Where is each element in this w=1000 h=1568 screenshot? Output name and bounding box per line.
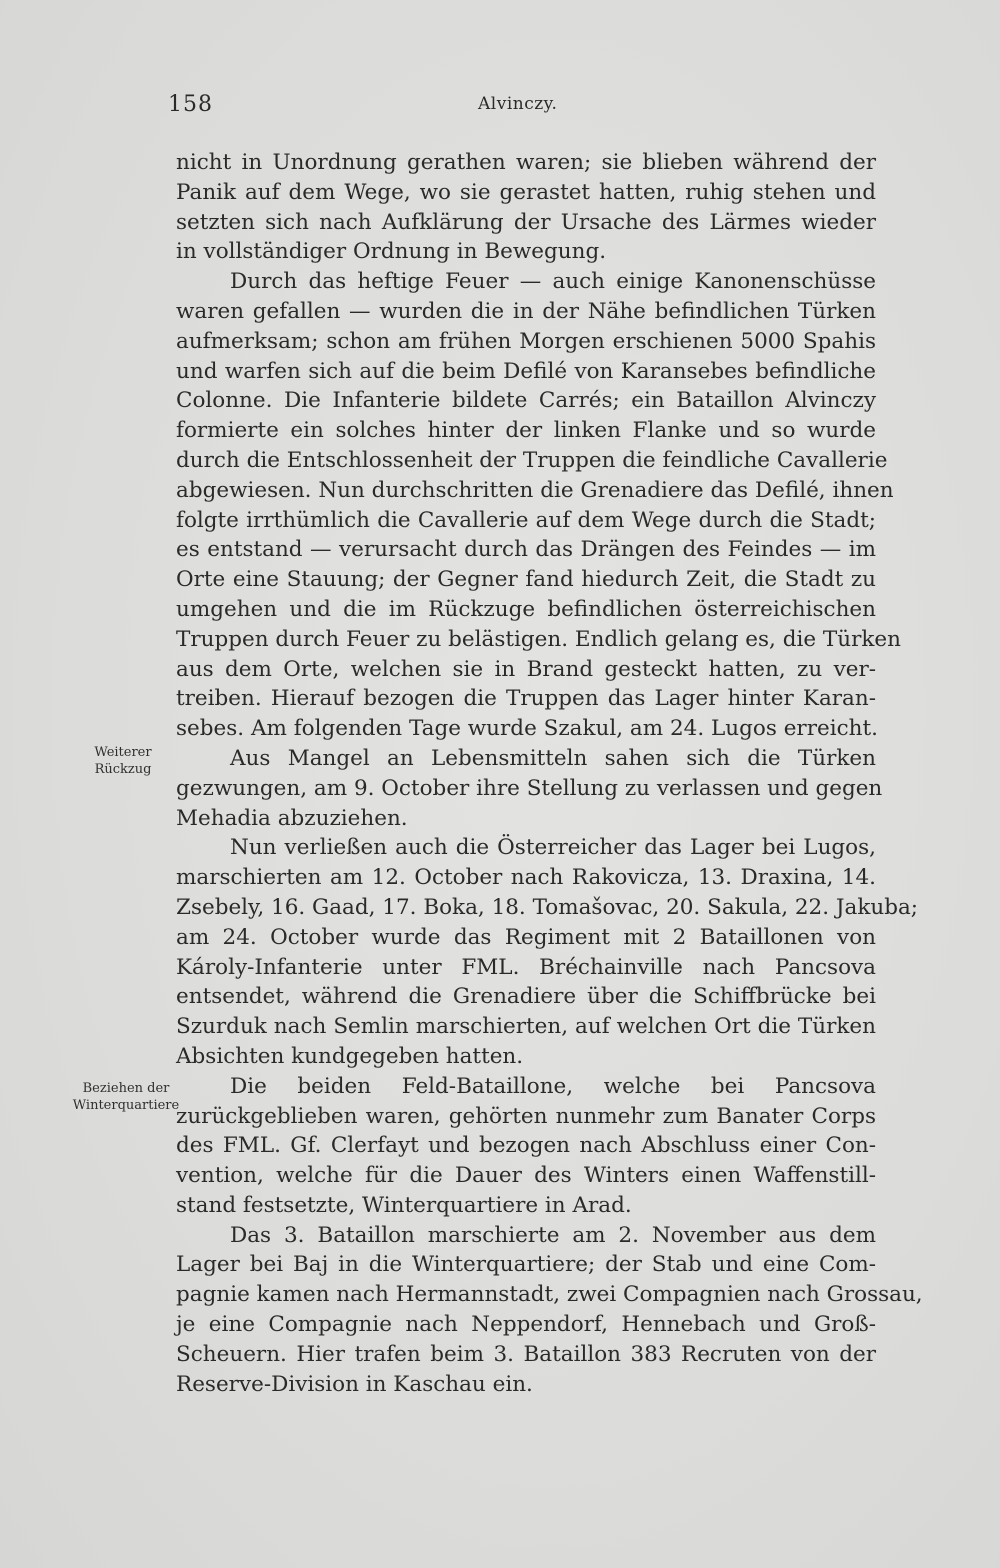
text-line: Absichten kundgegeben hatten.	[176, 1043, 524, 1069]
text-line: Aus Mangel an Lebensmitteln sahen sich die Türken	[230, 745, 876, 771]
text-line: treiben. Hierauf bezogen die Truppen das Lager hinter Karan-	[176, 686, 876, 712]
running-head: Alvinczy.	[478, 94, 558, 114]
text-line: in vollständiger Ordnung in Bewegung.	[176, 239, 607, 265]
text-line: Mehadia abzuziehen.	[176, 805, 408, 831]
text-line: und warfen sich auf die beim Defilé von Karansebes befindliche	[176, 358, 876, 384]
text-line: Reserve-Division in Kaschau ein.	[176, 1371, 533, 1397]
text-line: sebes. Am folgenden Tage wurde Szakul, am 24. Lugos erreicht.	[176, 716, 878, 742]
text-line: Colonne. Die Infanterie bildete Carrés; ein Bataillon Alvinczy	[176, 388, 876, 414]
margin-note-line: Beziehen der	[82, 1081, 170, 1096]
paragraph-6	[176, 1221, 923, 1400]
text-line: entsendet, während die Grenadiere über die Schiffbrücke bei	[176, 984, 876, 1010]
text-line: umgehen und die im Rückzuge befindlichen österreichischen	[176, 596, 876, 622]
text-line: durch die Entschlossenheit der Truppen die feindliche Cavallerie	[176, 447, 888, 473]
text-line: folgte irrthümlich die Cavallerie auf dem Wege durch die Stadt;	[176, 507, 876, 533]
text-line: Szurduk nach Semlin marschierten, auf welchen Ort die Türken	[176, 1014, 876, 1040]
text-line: setzten sich nach Aufklärung der Ursache des Lärmes wieder	[176, 209, 876, 235]
margin-note-line: Rückzug	[94, 762, 152, 777]
text-line: des FML. Gf. Clerfayt und bezogen nach Abschluss einer Con-	[176, 1133, 876, 1159]
text-line: Durch das heftige Feuer — auch einige Kanonenschüsse	[230, 269, 876, 295]
text-line: Nun verließen auch die Österreicher das Lager bei Lugos,	[230, 835, 876, 861]
margin-note-line: Weiterer	[94, 745, 152, 760]
text-line: Die beiden Feld-Bataillone, welche bei Pancsova	[230, 1073, 876, 1099]
text-line: Scheuern. Hier trafen beim 3. Bataillon 383 Recruten von der	[176, 1341, 876, 1367]
text-line: Panik auf dem Wege, wo sie gerastet hatten, ruhig stehen und	[176, 179, 876, 205]
text-line: stand festsetzte, Winterquartiere in Arad.	[176, 1192, 632, 1218]
margin-note-weiterer-rueckzug	[78, 744, 168, 778]
page-header	[0, 92, 1000, 122]
text-line: pagnie kamen nach Hermannstadt, zwei Compagnien nach Grossau,	[176, 1282, 923, 1308]
paragraph-2	[176, 267, 901, 744]
text-line: es entstand — verursacht durch das Drängen des Feindes — im	[176, 537, 876, 563]
margin-note-line: Winterquartiere	[72, 1098, 180, 1113]
text-line: marschierten am 12. October nach Rakovicza, 13. Draxina, 14.	[176, 865, 876, 891]
text-line: je eine Compagnie nach Neppendorf, Hennebach und Groß-	[176, 1312, 876, 1338]
text-line: Lager bei Baj in die Winterquartiere; der Stab und eine Com-	[176, 1252, 876, 1278]
text-line: Orte eine Stauung; der Gegner fand hiedurch Zeit, die Stadt zu	[176, 567, 876, 593]
text-line: nicht in Unordnung gerathen waren; sie blieben während der	[176, 150, 876, 175]
text-line: abgewiesen. Nun durchschritten die Grenadiere das Defilé, ihnen	[176, 477, 894, 503]
paragraph-1	[176, 148, 876, 267]
text-line: vention, welche für die Dauer des Winters einen Waffenstill-	[176, 1163, 876, 1189]
paragraph-4	[176, 833, 919, 1071]
text-line: aus dem Orte, welchen sie in Brand gesteckt hatten, zu ver-	[176, 656, 876, 682]
text-line: am 24. October wurde das Regiment mit 2 Bataillonen von	[176, 924, 876, 950]
text-line: zurückgeblieben waren, gehörten nunmehr zum Banater Corps	[176, 1103, 876, 1129]
margin-note-winterquartiere	[64, 1080, 188, 1114]
text-line: Truppen durch Feuer zu belästigen. Endlich gelang es, die Türken	[176, 626, 901, 652]
paragraph-5	[176, 1072, 876, 1221]
text-line: waren gefallen — wurden die in der Nähe befindlichen Türken	[176, 298, 876, 324]
text-line: gezwungen, am 9. October ihre Stellung zu verlassen und gegen	[176, 775, 883, 801]
text-line: aufmerksam; schon am frühen Morgen erschienen 5000 Spahis	[176, 328, 876, 354]
text-line: formierte ein solches hinter der linken Flanke und so wurde	[176, 418, 876, 444]
page-number: 158	[168, 92, 213, 117]
body-text	[176, 148, 923, 1399]
text-line: Károly-Infanterie unter FML. Bréchainville nach Pancsova	[176, 954, 876, 980]
text-line: Zsebely, 16. Gaad, 17. Boka, 18. Tomašovac, 20. Sakula, 22. Jakuba;	[176, 894, 919, 920]
text-line: Das 3. Bataillon marschierte am 2. November aus dem	[230, 1222, 876, 1248]
paragraph-3	[176, 744, 883, 833]
